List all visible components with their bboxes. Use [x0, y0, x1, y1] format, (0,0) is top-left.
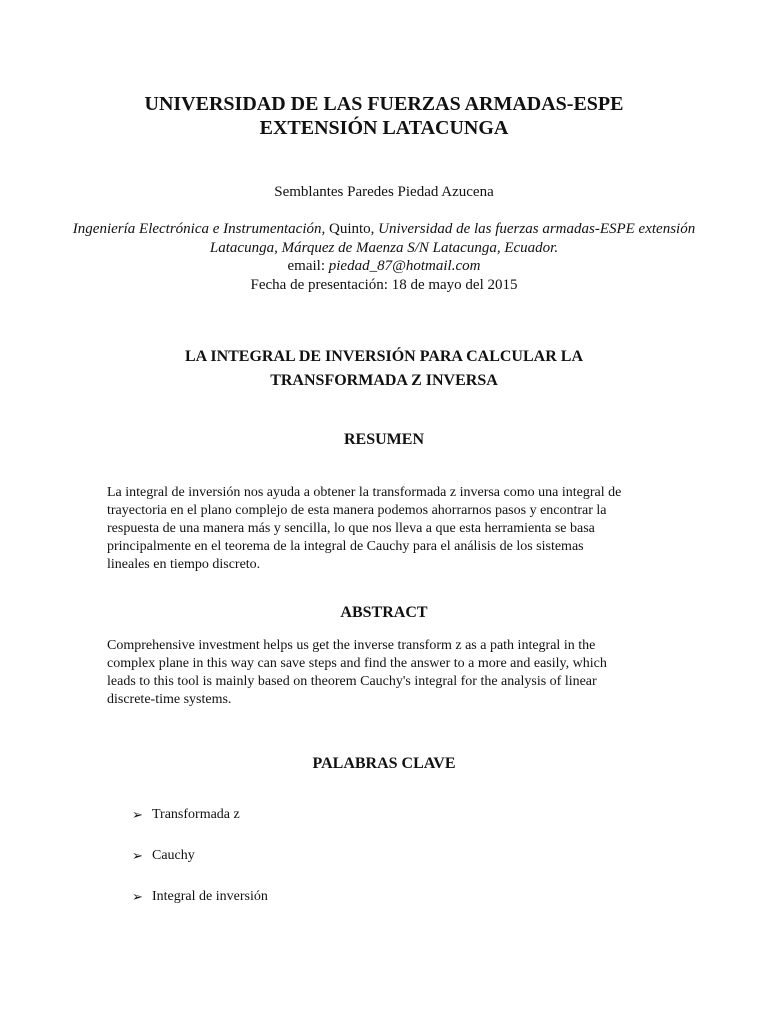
- resumen-heading: RESUMEN: [343, 431, 424, 448]
- keyword-label: Cauchy: [152, 848, 195, 863]
- university-header: [60, 92, 708, 140]
- campus-name: EXTENSIÓN LATACUNGA: [259, 117, 509, 139]
- list-item: [132, 847, 268, 865]
- author-name: Semblantes Paredes Piedad Azucena: [274, 184, 494, 200]
- list-item: [132, 806, 268, 824]
- abstract-heading: ABSTRACT: [340, 604, 428, 621]
- university-name: UNIVERSIDAD DE LAS FUERZAS ARMADAS-ESPE: [144, 93, 624, 115]
- keyword-label: Transformada z: [152, 807, 240, 822]
- arrow-bullet-icon: ➢: [132, 848, 143, 863]
- author-email: piedad_87@hotmail.com: [328, 258, 481, 274]
- keyword-label: Integral de inversión: [152, 889, 268, 904]
- affiliation-semester: Quinto,: [325, 221, 379, 237]
- arrow-bullet-icon: ➢: [132, 807, 143, 822]
- arrow-bullet-icon: ➢: [132, 889, 143, 904]
- paper-title-line2: TRANSFORMADA Z INVERSA: [270, 372, 498, 389]
- author-email-line: [60, 257, 708, 276]
- keyword-list: [132, 806, 268, 929]
- abstract-text: Comprehensive investment helps us get the inverse transform z as a path integral in the complex plane in this way can save steps and find the answer to a more and easily, which leads to this tool is mainly based on theorem Cauchy's integral for the analysis of linear discrete-time systems.: [107, 638, 607, 707]
- author-affiliation: [60, 220, 708, 258]
- email-label: email:: [287, 258, 329, 274]
- paper-title: [60, 345, 708, 393]
- keywords-heading: PALABRAS CLAVE: [312, 755, 456, 772]
- affiliation-program: Ingeniería Electrónica e Instrumentación,: [72, 221, 326, 237]
- list-item: [132, 888, 268, 906]
- submission-date: Fecha de presentación: 18 de mayo del 2015: [250, 277, 518, 293]
- resumen-text: La integral de inversión nos ayuda a obtener la transformada z inversa como una integral de trayectoria en el plano complejo de esta manera podemos ahorrarnos pasos y encontrar la respuesta de una manera más y sencilla, lo que nos lleva a que esta herramienta se basa principalmente en el teorema de la integral de Cauchy para el análisis de los sistemas lineales en tiempo discreto.: [107, 485, 622, 572]
- paper-title-line1: LA INTEGRAL DE INVERSIÓN PARA CALCULAR LA: [185, 348, 583, 365]
- affiliation-institution: Universidad de las fuerzas armadas-ESPE extensión Latacunga, Márquez de Maenza S/N Latacunga, Ecuador.: [209, 221, 696, 256]
